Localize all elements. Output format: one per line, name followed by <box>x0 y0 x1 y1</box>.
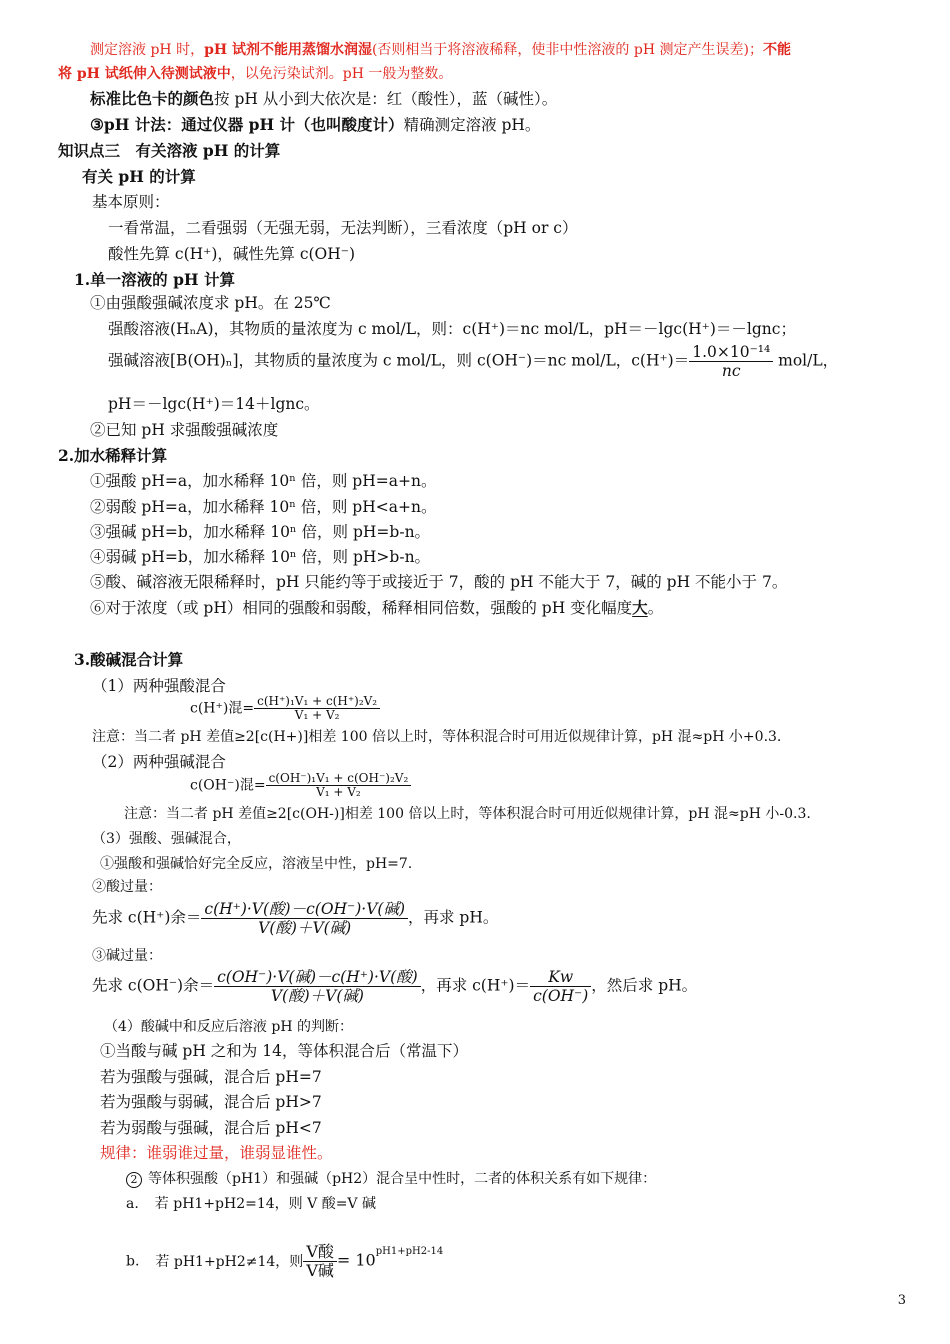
bold-text: 标准比色卡的颜色 <box>90 89 215 108</box>
red-text: 测定溶液 pH 时， <box>90 42 205 58</box>
plain-text: 按 pH 从小到大依次是：红（酸性），蓝（碱性）。 <box>214 90 558 108</box>
list-item: 若为强酸与弱碱，混合后 pH>7 <box>100 1093 322 1111</box>
red-bold-text: pH 试剂不能用蒸馏水润湿 <box>204 42 372 58</box>
fraction <box>689 343 773 380</box>
list-item: ①强酸 pH=a，加水稀释 10ⁿ 倍，则 pH=a+n。 <box>90 472 437 490</box>
formula-line <box>126 1243 443 1280</box>
subsection-title: （1）两种强酸混合 <box>92 677 226 695</box>
bold-text: ③pH 计法：通过仪器 pH 计（也叫酸度计） <box>90 115 404 134</box>
plain-text: 若 pH1+pH2≠14，则 <box>155 1253 304 1270</box>
list-item: ②酸过量： <box>92 879 162 895</box>
formula-line <box>190 772 411 799</box>
fraction-numerator: Kw <box>530 968 591 987</box>
list-item <box>90 598 663 618</box>
fraction-denominator: V₁ + V₂ <box>294 708 340 722</box>
fraction-numerator: V酸 <box>303 1243 337 1262</box>
plain-text: 若 pH1+pH2=14，则 V 酸=V 碱 <box>154 1196 376 1212</box>
fraction-numerator: 1.0×10⁻¹⁴ <box>689 343 773 362</box>
list-item: ⑤酸、碱溶液无限稀释时，pH 只能约等于或接近于 7，酸的 pH 不能大于 7，碱的 pH 不能小于 7。 <box>90 573 788 591</box>
formula-line: pH＝－lgc(H⁺)＝14＋lgnc。 <box>108 395 320 413</box>
plain-text: 等体积强酸（pH1）和强碱（pH2）混合呈中性时，二者的体积关系有如下规律： <box>148 1171 657 1187</box>
plain-text: 。 <box>647 599 664 617</box>
fraction-denominator: V₁ + V₂ <box>316 785 361 799</box>
subsection-title: （2）两种强碱混合 <box>92 753 226 771</box>
formula-line <box>190 695 380 722</box>
fraction <box>214 968 421 1005</box>
plain-text: mol/L， <box>773 351 839 370</box>
text-line <box>58 64 452 84</box>
section-title: 知识点三 有关溶液 pH 的计算 <box>58 141 281 160</box>
formula-line <box>92 968 697 1005</box>
formula-line <box>108 343 838 380</box>
principle-line: 一看常温，二看强弱（无强无弱，无法判断），三看浓度（pH or c） <box>108 219 578 237</box>
principle-label: 基本原则： <box>92 193 170 211</box>
part-title: 3.酸碱混合计算 <box>74 650 184 669</box>
formula-lhs: c(OH⁻)混= <box>190 777 266 794</box>
formula-lhs: 先求 c(OH⁻)余＝ <box>92 976 215 995</box>
red-bold-text: 将 pH 试纸伸入待测试液中 <box>58 66 231 82</box>
principle-line: 酸性先算 c(H⁺)，碱性先算 c(OH⁻) <box>108 245 356 263</box>
list-item: ②已知 pH 求强酸强碱浓度 <box>90 421 279 439</box>
text-line <box>90 115 540 135</box>
red-bold-text: 不能 <box>762 42 791 58</box>
list-item <box>126 1169 656 1189</box>
formula-lhs: 先求 c(H⁺)余＝ <box>92 908 202 927</box>
item-label: b. <box>126 1253 140 1270</box>
circled-number: 2 <box>126 1172 142 1188</box>
fraction-denominator: V(酸)＋V(碱) <box>270 987 364 1005</box>
list-item: ③强碱 pH=b，加水稀释 10ⁿ 倍，则 pH=b-n。 <box>90 523 431 541</box>
fraction-denominator: c(OH⁻) <box>533 987 589 1005</box>
fraction-numerator: c(OH⁻)₁V₁ + c(OH⁻)₂V₂ <box>266 772 412 786</box>
plain-text: ，再求 pH。 <box>408 908 499 927</box>
fraction <box>266 772 412 799</box>
fraction-denominator: V碱 <box>306 1261 334 1280</box>
fraction <box>254 695 380 722</box>
list-item: 若为强酸与强碱，混合后 pH=7 <box>100 1068 322 1086</box>
fraction <box>530 968 591 1005</box>
subsection-title: （3）强酸、强碱混合， <box>92 831 241 847</box>
fraction-numerator: c(OH⁻)·V(碱)－c(H⁺)·V(酸) <box>214 968 421 987</box>
list-item: ②弱酸 pH=a，加水稀释 10ⁿ 倍，则 pH<a+n。 <box>90 498 437 516</box>
list-item: ①由强酸强碱浓度求 pH。在 25℃ <box>90 294 331 312</box>
plain-text: = 10 <box>336 1250 376 1270</box>
fraction-numerator: c(H⁺)·V(酸)－c(OH⁻)·V(碱) <box>201 900 408 919</box>
plain-text: ，然后求 pH。 <box>591 976 698 995</box>
plain-text: ，再求 c(H⁺)＝ <box>420 976 531 995</box>
fraction-denominator: V(酸)＋V(碱) <box>258 919 352 937</box>
part-title: 2.加水稀释计算 <box>58 446 168 465</box>
fraction <box>303 1243 337 1280</box>
list-item: 若为弱酸与强碱，混合后 pH<7 <box>100 1119 322 1137</box>
list-item: ③碱过量： <box>92 948 162 964</box>
formula-lhs: c(H⁺)混= <box>190 700 255 717</box>
page-number: 3 <box>897 1293 906 1308</box>
note-line: 注意：当二者 pH 差值≥2[c(H+)]相差 100 倍以上时，等体积混合时可用近似规律计算，pH 混≈pH 小+0.3. <box>92 729 782 745</box>
text-line <box>90 89 557 109</box>
list-item <box>126 1194 376 1214</box>
list-item: ①强酸和强碱恰好完全反应，溶液呈中性，pH=7. <box>100 856 413 872</box>
fraction <box>201 900 408 937</box>
plain-text: 强碱溶液[B(OH)ₙ]，其物质的量浓度为 c mol/L，则 c(OH⁻)＝nc mol/L，c(H⁺)＝ <box>108 351 690 370</box>
rule-text: 规律：谁弱谁过量，谁弱显谁性。 <box>100 1144 333 1162</box>
formula-line <box>92 900 498 937</box>
sub-title: 有关 pH 的计算 <box>82 167 196 186</box>
list-item: ①当酸与碱 pH 之和为 14，等体积混合后（常温下） <box>100 1042 468 1060</box>
subsection-title: （4）酸碱中和反应后溶液 pH 的判断： <box>104 1019 353 1035</box>
note-line: 注意：当二者 pH 差值≥2[c(OH-)]相差 100 倍以上时，等体积混合时可用近似规律计算，pH 混≈pH 小-0.3. <box>124 806 811 822</box>
red-text: (否则相当于将溶液稀释，使非中性溶液的 pH 测定产生误差)； <box>371 42 763 58</box>
plain-text: ⑥对于浓度（或 pH）相同的强酸和弱酸，稀释相同倍数，强酸的 pH 变化幅度 <box>90 599 633 617</box>
list-item: ④弱碱 pH=b，加水稀释 10ⁿ 倍，则 pH>b-n。 <box>90 548 431 566</box>
fraction-denominator: nc <box>721 362 741 380</box>
fraction-numerator: c(H⁺)₁V₁ + c(H⁺)₂V₂ <box>254 695 380 709</box>
plain-text: 精确测定溶液 pH。 <box>403 116 541 134</box>
red-text: ，以免污染试剂。pH 一般为整数。 <box>230 66 453 82</box>
item-label: a. <box>126 1196 139 1212</box>
part-title: 1.单一溶液的 pH 计算 <box>74 270 235 289</box>
text-line <box>90 40 791 60</box>
exponent: pH1+pH2-14 <box>375 1245 444 1257</box>
emphasis-text: 大 <box>632 598 648 617</box>
formula-line: 强酸溶液(HₙA)，其物质的量浓度为 c mol/L，则：c(H⁺)＝nc mol/L，pH＝－lgc(H⁺)＝－lgnc； <box>108 320 796 338</box>
